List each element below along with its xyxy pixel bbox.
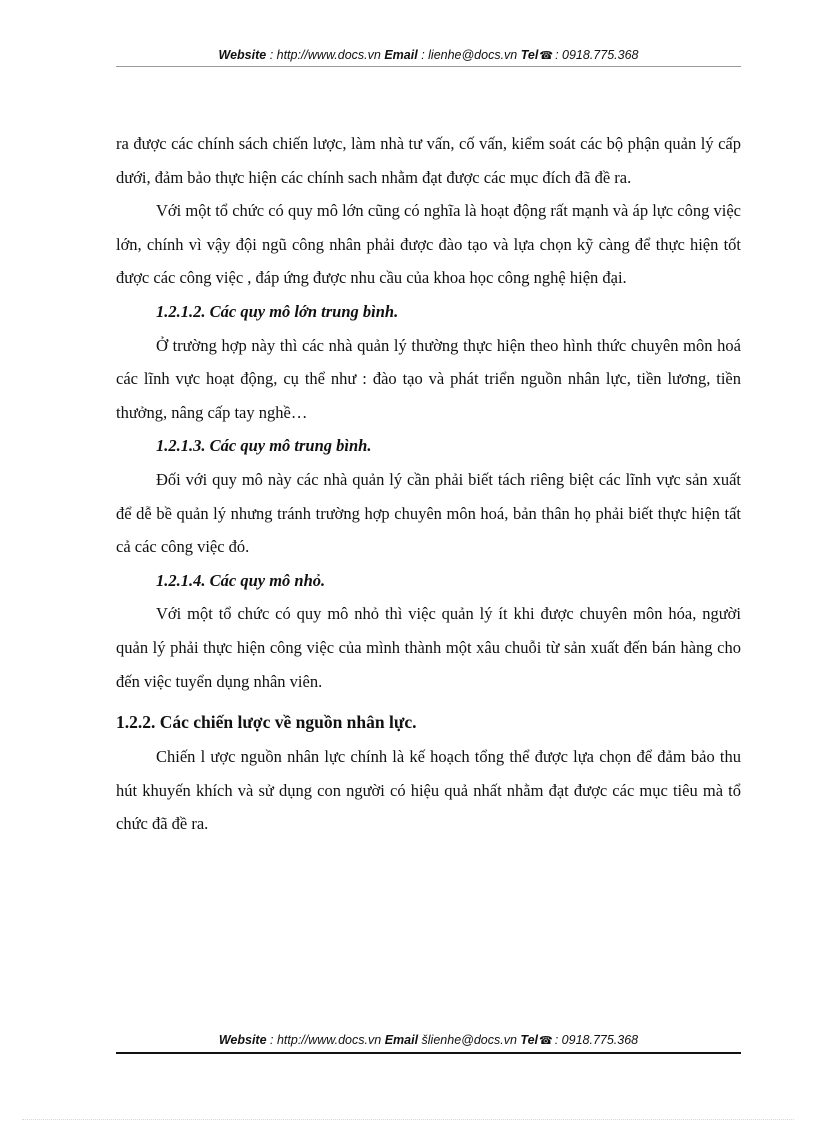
telephone-icon: ☎: [539, 50, 554, 62]
paragraph-small-scale: Với một tổ chức có quy mô nhỏ thì việc quản lý ít khi được chuyên môn hóa, người quản lý phải thực hiện công việc của mình thành một xâu chuỗi từ sản xuất đến bán hàng cho đến việc tuyển dụng nhân viên.: [116, 604, 741, 691]
telephone-icon: ☎: [539, 1035, 553, 1047]
paragraph-hr-strategy: Chiến l ược nguồn nhân lực chính là kế hoạch tổng thể được lựa chọn để đảm bảo thu hút khuyến khích và sử dụng con người có hiệu quả nhất nhằm đạt được các mục tiêu mà tổ chức đã đề ra.: [116, 747, 741, 834]
page-bottom-border: [22, 1119, 794, 1120]
header-email-address[interactable]: : lienhe@docs.vn: [421, 48, 518, 62]
footer-tel-label: Tel: [520, 1033, 539, 1047]
footer-email-address[interactable]: šlienhe@docs.vn: [421, 1033, 517, 1047]
paragraph-continued: ra được các chính sách chiến lược, làm nhà tư vấn, cố vấn, kiểm soát các bộ phận quản lý cấp dưới, đảm bảo thực hiện các chính sach nhằm đạt được các mục đích đã đề ra.: [116, 134, 741, 187]
paragraph-large-organization: Với một tổ chức có quy mô lớn cũng có nghĩa là hoạt động rất mạnh và áp lực công việc lớn, chính vì vậy đội ngũ công nhân phải được đào tạo và lựa chọn kỹ càng để thực hiện tốt được các công việc , đáp ứng được nhu cầu của khoa học công nghệ hiện đại.: [116, 201, 741, 288]
page-footer: [116, 1031, 741, 1050]
footer-divider: [116, 1052, 741, 1054]
header-tel-label: Tel: [520, 48, 539, 62]
footer-email-label: Email: [384, 1033, 419, 1047]
heading-1-2-1-3: 1.2.1.3. Các quy mô trung bình.: [156, 436, 372, 456]
header-divider: [116, 66, 741, 67]
paragraph-medium-large-scale: Ở trường hợp này thì các nhà quản lý thường thực hiện theo hình thức chuyên môn hoá các lĩnh vực hoạt động, cụ thể như : đào tạo và phát triển nguồn nhân lực, tiền lương, tiền thưởng, nâng cấp tay nghề…: [116, 335, 741, 422]
heading-1-2-1-2: 1.2.1.2. Các quy mô lớn trung bình.: [156, 301, 399, 321]
heading-1-2-1-4: 1.2.1.4. Các quy mô nhỏ.: [156, 570, 326, 590]
heading-1-2-2: 1.2.2. Các chiến lược về nguồn nhân lực.: [116, 712, 417, 733]
paragraph-medium-scale: Đối với quy mô này các nhà quản lý cần phải biết tách riêng biệt các lĩnh vực sản xuất để dễ bề quản lý nhưng tránh trường hợp chuyên môn hoá, bản thân họ phải biết thực hiện tất cả các công việc đó.: [116, 469, 741, 557]
header-tel-number: : 0918.775.368: [555, 48, 639, 62]
document-body: [116, 127, 741, 841]
header-website-label: Website: [218, 48, 267, 62]
page-header: [116, 46, 741, 65]
footer-tel-number: : 0918.775.368: [554, 1033, 639, 1047]
footer-website-url[interactable]: : http://www.docs.vn: [270, 1033, 382, 1047]
header-website-url[interactable]: : http://www.docs.vn: [269, 48, 381, 62]
header-email-label: Email: [384, 48, 418, 62]
footer-website-label: Website: [218, 1033, 267, 1047]
